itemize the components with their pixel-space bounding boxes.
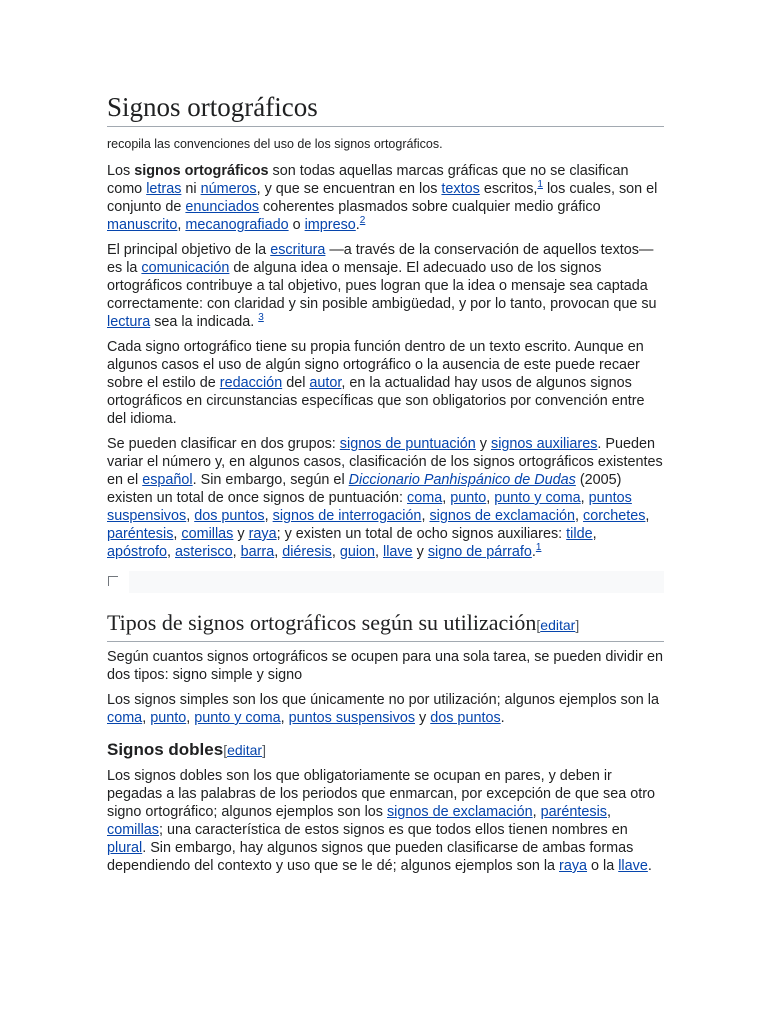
section-heading-dobles — [107, 739, 664, 761]
reference-2[interactable]: 2 — [359, 215, 366, 227]
text: escritos, — [479, 181, 538, 197]
text: , — [331, 544, 340, 560]
link-redaccion[interactable]: redacción — [219, 375, 283, 391]
text: , — [142, 710, 151, 726]
paragraph-function — [107, 338, 664, 428]
text: , — [186, 710, 195, 726]
edit-link[interactable]: editar — [540, 617, 576, 633]
text: Se pueden clasificar en dos grupos: — [107, 436, 340, 452]
text: Cada signo ortográfico tiene su propia función dentro de un texto escrito. Aunque en algunos casos el uso de algún signo ortográfico o la ausencia de este puede recaer sobre el estilo de — [107, 339, 644, 391]
text: , — [232, 544, 241, 560]
link-manuscrito[interactable]: manuscrito — [107, 217, 178, 233]
edit-link[interactable]: editar — [227, 742, 263, 758]
text: , y que se encuentran en los — [256, 181, 442, 197]
text: o la — [587, 858, 619, 874]
hatnote: recopila las convenciones del uso de los signos ortográficos. — [107, 137, 443, 151]
paragraph-types: Según cuantos signos ortográficos se ocupen para una sola tarea, se pueden dividir en dos tipos: signo simple y signo — [107, 649, 664, 683]
text: , — [606, 804, 611, 820]
link-punto[interactable]: punto — [150, 710, 187, 726]
text: —a través de la conservación de aquellos textos— es la — [107, 242, 654, 276]
text: Los signos simples son los que únicamente no por utilización; algunos ejemplos son la — [107, 692, 659, 708]
text: de alguna idea o mensaje. El adecuado uso de los signos ortográficos contribuye a tal objetivo, pues logran que la idea o mensaje sea captada correctamente: con claridad y sin posible ambigüedad, y por lo tanto, provocan que su — [107, 260, 657, 312]
paragraph-simple — [107, 691, 664, 727]
text: Los — [107, 163, 135, 179]
link-signos-exclamacion[interactable]: signos de exclamación — [386, 804, 533, 820]
text: coherentes plasmados sobre cualquier medio gráfico — [259, 199, 601, 215]
text: Los signos dobles son los que obligatoriamente se ocupan en pares, y deben ir pegadas a las palabras de los periodos que enmarcan, por excepción de que sea otro signo ortográfico; algunos ejemplos son los — [107, 768, 656, 820]
text: y — [233, 526, 249, 542]
text: ; una característica de estos signos es que todos ellos tienen nombres en — [158, 822, 628, 838]
text: , — [186, 508, 195, 524]
link-parentesis[interactable]: paréntesis — [107, 526, 174, 542]
paragraph-groups — [107, 435, 664, 561]
text: , — [645, 508, 650, 524]
figure-box — [129, 571, 664, 593]
link-barra[interactable]: barra — [240, 544, 275, 560]
link-dos-puntos[interactable]: dos puntos — [430, 710, 501, 726]
link-punto[interactable]: punto — [450, 490, 487, 506]
text: (2005) existen un total de once signos de puntuación: — [107, 472, 622, 506]
link-signos-exclamacion[interactable]: signos de exclamación — [429, 508, 576, 524]
checkbox-icon — [108, 576, 118, 586]
link-apostrofo[interactable]: apóstrofo — [107, 544, 168, 560]
link-punto-y-coma[interactable]: punto y coma — [194, 710, 281, 726]
text: y — [475, 436, 492, 452]
figure-placeholder — [107, 571, 664, 593]
link-mecanografiado[interactable]: mecanografiado — [185, 217, 289, 233]
text: , — [167, 544, 176, 560]
text: son todas aquellas marcas gráficas que no se clasifican como — [107, 163, 629, 197]
link-llave[interactable]: llave — [383, 544, 413, 560]
link-diccionario[interactable] — [349, 472, 576, 488]
bold-term: signos ortográficos — [134, 163, 269, 179]
text: , — [580, 490, 589, 506]
section-heading-tipos — [107, 609, 664, 642]
link-raya[interactable]: raya — [248, 526, 277, 542]
bracket: [ — [536, 617, 541, 633]
bracket: ] — [575, 617, 580, 633]
link-diccionario-text: Diccionario Panhispánico de Dudas — [348, 472, 576, 488]
link-punto-y-coma[interactable]: punto y coma — [494, 490, 581, 506]
link-asterisco[interactable]: asterisco — [175, 544, 233, 560]
text: , en la actualidad hay usos de algunos signos ortográficos en circunstancias específicas que son obligatorios por convención entre del idioma. — [107, 375, 645, 427]
link-comunicacion[interactable]: comunicación — [141, 260, 230, 276]
link-lectura[interactable]: lectura — [107, 314, 151, 330]
link-parentesis[interactable]: paréntesis — [540, 804, 607, 820]
link-raya[interactable]: raya — [559, 858, 588, 874]
text: y — [415, 710, 431, 726]
link-comillas[interactable]: comillas — [181, 526, 234, 542]
link-puntos-suspensivos[interactable]: puntos suspensivos — [107, 490, 632, 524]
text: , — [173, 526, 182, 542]
section-heading-text: Tipos de signos ortográficos según su utilización — [107, 610, 537, 635]
text: o — [288, 217, 305, 233]
text: , — [575, 508, 584, 524]
section-heading-text: Signos dobles — [107, 740, 224, 759]
link-llave[interactable]: llave — [618, 858, 648, 874]
link-signos-interrogacion[interactable]: signos de interrogación — [272, 508, 422, 524]
text: . Pueden variar el número y, en algunos casos, clasificación de los signos ortográficos existentes en el — [107, 436, 663, 488]
link-puntos-suspensivos[interactable]: puntos suspensivos — [288, 710, 416, 726]
text: . Sin embargo, según el — [192, 472, 349, 488]
link-numeros[interactable]: números — [200, 181, 257, 197]
link-escritura[interactable]: escritura — [270, 242, 326, 258]
text: . — [500, 710, 505, 726]
text: sea la indicada. — [150, 314, 259, 330]
edit-section-link — [223, 742, 266, 758]
paragraph-intro — [107, 162, 664, 234]
text: El principal objetivo de la — [107, 242, 271, 258]
link-letras[interactable]: letras — [146, 181, 182, 197]
text: . Sin embargo, hay algunos signos que pueden clasificarse de ambas formas dependiendo del contexto y uso que se le dé; algunos ejemplos son la — [107, 840, 634, 874]
text: , — [532, 804, 541, 820]
text: del — [282, 375, 310, 391]
link-plural[interactable]: plural — [107, 840, 143, 856]
edit-section-link — [536, 617, 579, 633]
text: los cuales, son el conjunto de — [107, 181, 658, 215]
paragraph-objective — [107, 241, 664, 331]
page-title: Signos ortográficos — [107, 90, 664, 127]
link-textos[interactable]: textos — [441, 181, 480, 197]
text: ni — [181, 181, 201, 197]
reference-1[interactable]: 1 — [537, 179, 543, 191]
bracket: ] — [262, 742, 266, 758]
text: , — [421, 508, 430, 524]
text: . — [647, 858, 652, 874]
link-dos-puntos[interactable]: dos puntos — [194, 508, 265, 524]
text: , — [486, 490, 495, 506]
link-signos-auxiliares[interactable]: signos auxiliares — [491, 436, 598, 452]
link-signo-de-parrafo[interactable]: signo de párrafo — [427, 544, 532, 560]
link-guion[interactable]: guion — [339, 544, 376, 560]
text: y — [412, 544, 428, 560]
text: ; y existen un total de ocho signos auxiliares: — [276, 526, 567, 542]
article — [107, 90, 664, 882]
text: , — [274, 544, 283, 560]
link-coma[interactable]: coma — [407, 490, 443, 506]
link-dieresis[interactable]: diéresis — [282, 544, 332, 560]
link-autor[interactable]: autor — [309, 375, 342, 391]
reference-3[interactable]: 3 — [258, 312, 264, 324]
text: . — [531, 544, 536, 560]
link-impreso[interactable]: impreso — [304, 217, 356, 233]
text: , — [280, 710, 289, 726]
link-espanol[interactable]: español — [142, 472, 193, 488]
text: , — [592, 526, 597, 542]
link-tilde[interactable]: tilde — [566, 526, 593, 542]
text: , — [442, 490, 451, 506]
link-enunciados[interactable]: enunciados — [185, 199, 260, 215]
link-coma[interactable]: coma — [107, 710, 143, 726]
reference-1[interactable]: 1 — [535, 542, 542, 554]
link-comillas[interactable]: comillas — [107, 822, 159, 838]
bracket: [ — [223, 742, 228, 758]
text: , — [375, 544, 384, 560]
text: . — [355, 217, 360, 233]
link-corchetes[interactable]: corchetes — [583, 508, 646, 524]
text: , — [264, 508, 273, 524]
text: , — [177, 217, 186, 233]
paragraph-double — [107, 767, 664, 875]
link-signos-puntuacion[interactable]: signos de puntuación — [339, 436, 476, 452]
